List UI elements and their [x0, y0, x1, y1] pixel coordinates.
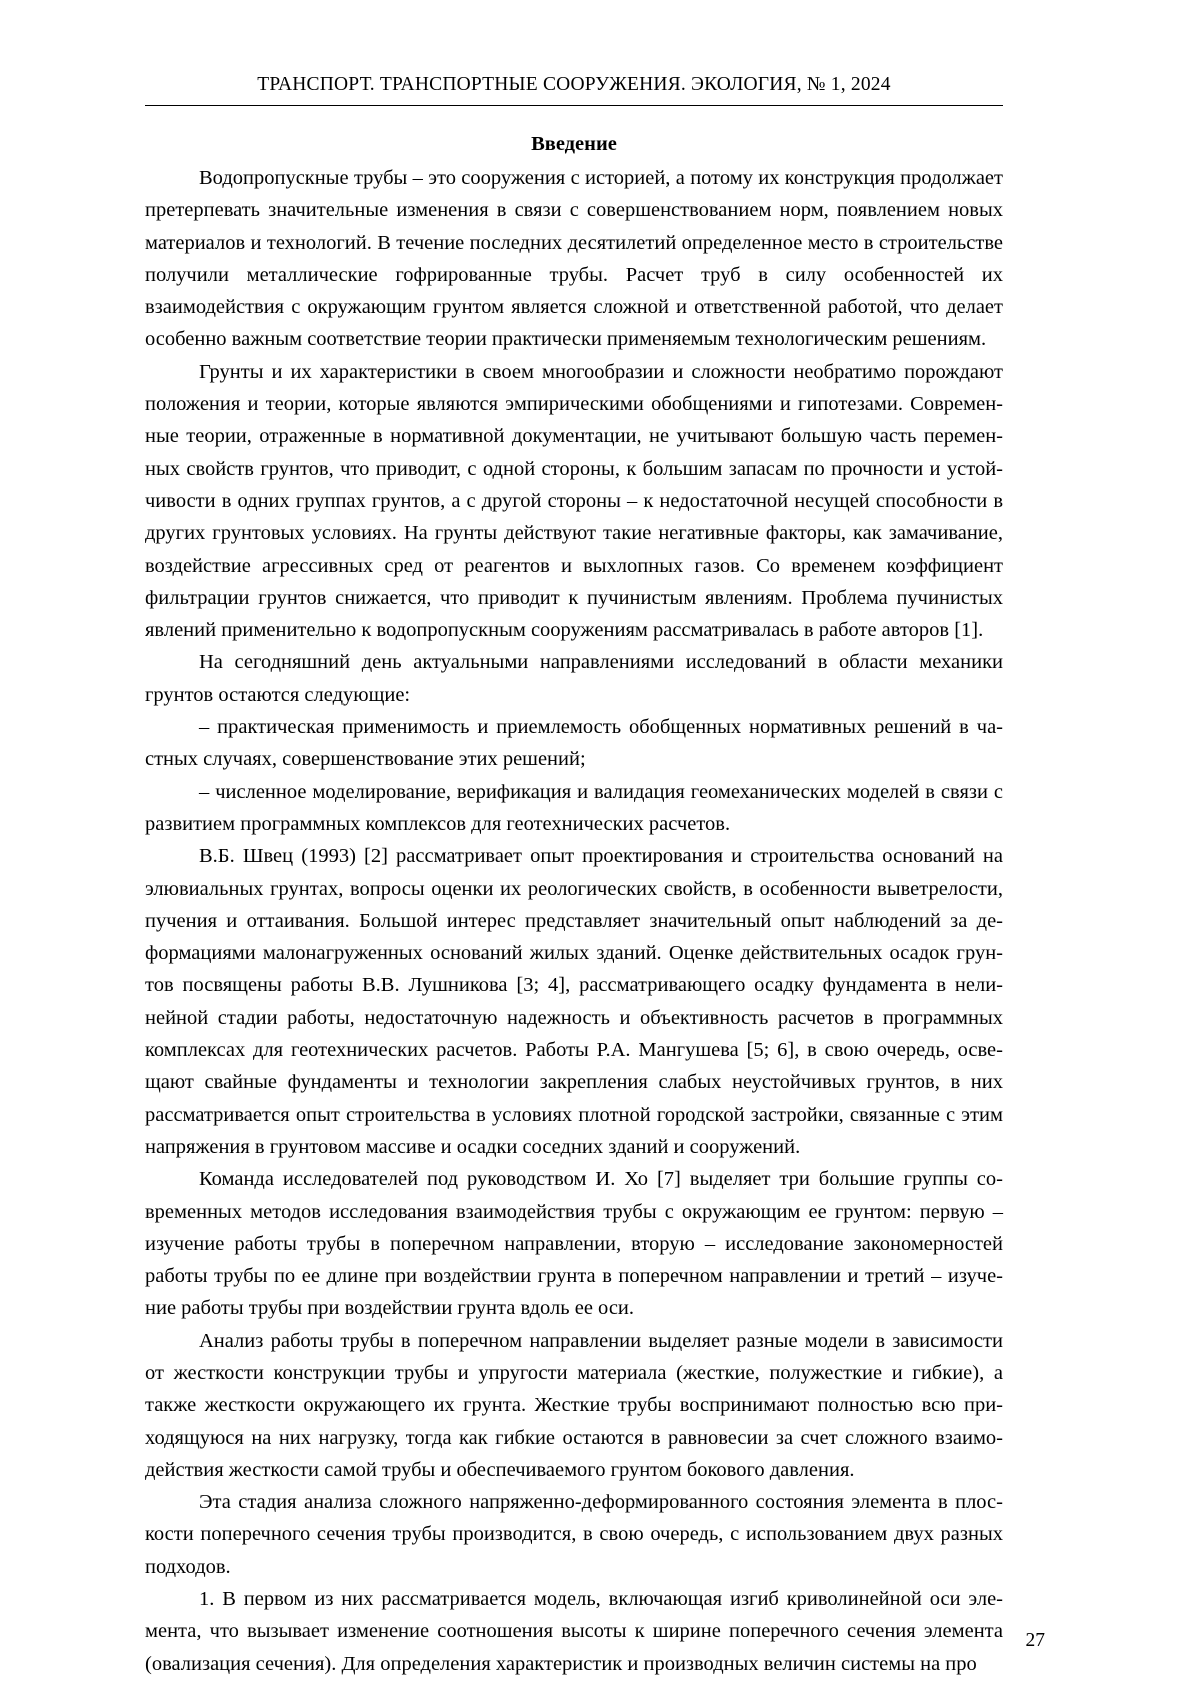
section-title: Введение — [531, 133, 617, 155]
paragraph-5-bullet-2: – численное моделирование, верификация и валидация геомеханических моделей в связи с развитием программных комплексов для геотехнических расчетов. — [145, 780, 1003, 835]
running-head: ТРАНСПОРТ. ТРАНСПОРТНЫЕ СООРУЖЕНИЯ. ЭКОЛОГИЯ, № 1, 2024 — [145, 74, 1003, 106]
page-content — [145, 74, 1003, 1680]
paragraph-8: Анализ работы трубы в поперечном направлении выделяет разные модели в зависимости от жесткости конструкции трубы и упругости материала (жесткие, полужесткие и гибкие), а также жесткости окружающего их грунта. Жесткие трубы воспринимают полностью всю приходящуюся на них нагрузку, тогда как гибкие остаются в равновесии за счет сложного взаимодействия жесткости самой трубы и обеспечиваемого грунтом бокового давления. — [145, 1329, 1003, 1481]
paragraph-7: Команда исследователей под руководством И. Хо [7] выделяет три большие группы современных методов исследования взаимодействия трубы с окружающим ее грунтом: первую – изучение работы трубы в поперечном направлении, вторую – исследование закономерностей работы трубы по ее длине при воздействии грунта в поперечном направлении и третий – изучение работы трубы при воздействии грунта вдоль ее оси. — [145, 1168, 1003, 1320]
paragraph-10: 1. В первом из них рассматривается модель, включающая изгиб криволинейной оси элемента, что вызывает изменение соотношения высоты к ширине поперечного сечения элемента (овализация сечения). Для определения характеристик и производных величин системы на про — [145, 1588, 1003, 1675]
paragraph-1: Водопропускные трубы – это сооружения с историей, а потому их конструкция продолжает претерпевать значительные изменения в связи с совершенствованием норм, появлением новых материалов и технологий. В течение последних десятилетий определенное место в строительстве получили металлические гофрированные трубы. Расчет труб в силу особенностей их взаимодействия с окружающим грунтом является сложной и ответственной работой, что делает особенно важным соответствие теории практически применяемым технологическим решениям. — [145, 167, 1003, 351]
paragraph-6: В.Б. Швец (1993) [2] рассматривает опыт проектирования и строительства оснований на элювиальных грунтах, вопросы оценки их реологических свойств, в особенности выветрелости, пучения и оттаивания. Большой интерес представляет значительный опыт наблюдений за деформациями малонагруженных оснований жилых зданий. Оценке действительных осадок грунтов посвящены работы В.В. Лушникова [3; 4], рассматривающего осадку фундамента в нелинейной стадии работы, недостаточную надежность и объективность расчетов в программных комплексах для геотехнических расчетов. Работы Р.А. Мангушева [5; 6], в свою очередь, освещают свайные фундаменты и технологии закрепления слабых неустойчивых грунтов, в них рассматривается опыт строительства в условиях плотной городской застройки, связанные с этим напряжения в грунтовом массиве и осадки соседних зданий и сооружений. — [145, 845, 1003, 1158]
paragraph-9: Эта стадия анализа сложного напряженно-деформированного состояния элемента в плоскости поперечного сечения трубы производится, в свою очередь, с использованием двух разных подходов. — [145, 1491, 1003, 1578]
paragraph-2: Грунты и их характеристики в своем многообразии и сложности необратимо порождают положения и теории, которые являются эмпирическими обобщениями и гипотезами. Современные теории, отраженные в нормативной документации, не учитывают большую часть переменных свойств грунтов, что приводит, с одной стороны, к большим запасам по прочности и устойчивости в одних группах грунтов, а с другой стороны – к недостаточной несущей способности в других грунтовых условиях. На грунты действуют такие негативные факторы, как замачивание, воздействие агрессивных сред от реагентов и выхлопных газов. Со временем коэффициент фильтрации грунтов снижается, что приводит к пучинистым явлениям. Проблема пучинистых явлений применительно к водопропускным сооружениям рассматривалась в работе авторов [1]. — [145, 360, 1003, 642]
paragraph-4-bullet-1: – практическая применимость и приемлемость обобщенных нормативных решений в частных случаях, совершенствование этих решений; — [145, 716, 1003, 771]
page-number: 27 — [1025, 1630, 1045, 1651]
paragraph-3: На сегодняшний день актуальными направлениями исследований в области механики грунтов остаются следующие: — [145, 651, 1003, 706]
